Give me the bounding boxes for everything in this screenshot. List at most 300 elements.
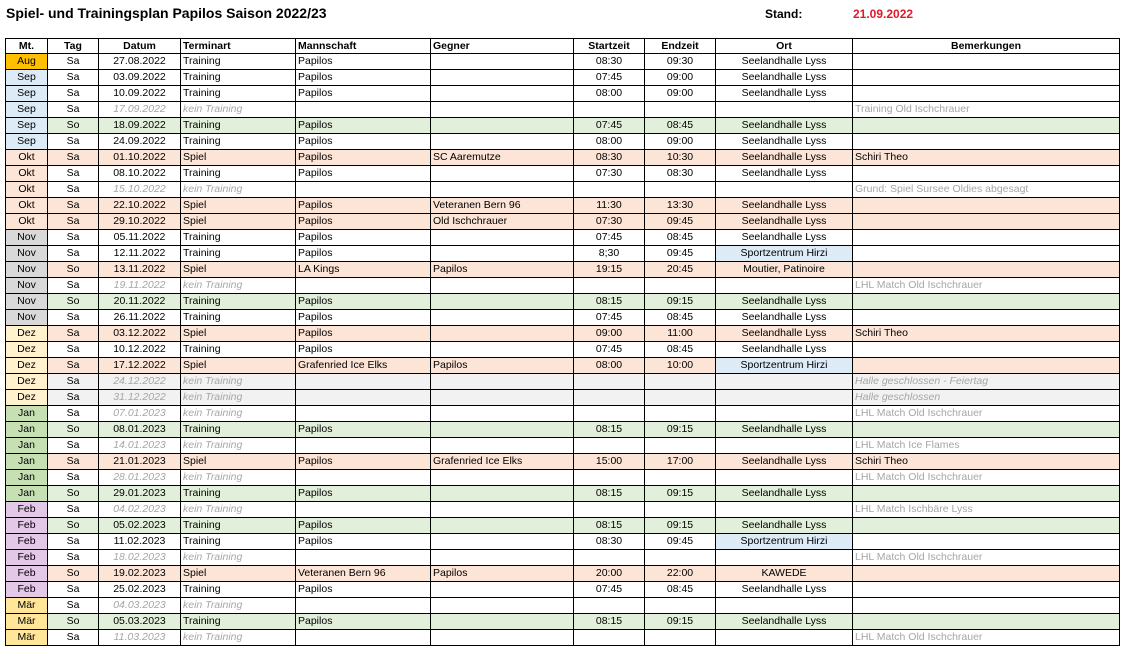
date-cell[interactable]: 28.01.2023: [99, 470, 181, 486]
day-cell[interactable]: So: [48, 422, 99, 438]
team-cell[interactable]: [296, 182, 431, 198]
location-cell[interactable]: Sportzentrum Hirzi: [716, 534, 853, 550]
remarks-cell[interactable]: [853, 614, 1120, 630]
remarks-cell[interactable]: [853, 342, 1120, 358]
table-row[interactable]: [6, 566, 1120, 582]
end-time-cell[interactable]: 09:00: [645, 86, 716, 102]
event-type-cell[interactable]: Spiel: [181, 214, 296, 230]
start-time-cell[interactable]: 08:00: [574, 358, 645, 374]
event-type-cell[interactable]: Training: [181, 582, 296, 598]
event-type-cell[interactable]: Training: [181, 342, 296, 358]
start-time-cell[interactable]: 11:30: [574, 198, 645, 214]
team-cell[interactable]: Papilos: [296, 326, 431, 342]
end-time-cell[interactable]: 08:30: [645, 166, 716, 182]
date-cell[interactable]: 10.12.2022: [99, 342, 181, 358]
start-time-cell[interactable]: 07:45: [574, 342, 645, 358]
end-time-cell[interactable]: 08:45: [645, 310, 716, 326]
table-row[interactable]: [6, 102, 1120, 118]
start-time-cell[interactable]: [574, 630, 645, 646]
opponent-cell[interactable]: [431, 470, 574, 486]
day-cell[interactable]: Sa: [48, 166, 99, 182]
date-cell[interactable]: 03.09.2022: [99, 70, 181, 86]
remarks-cell[interactable]: LHL Match Old Ischchrauer: [853, 630, 1120, 646]
remarks-cell[interactable]: [853, 246, 1120, 262]
date-cell[interactable]: 05.11.2022: [99, 230, 181, 246]
day-cell[interactable]: Sa: [48, 214, 99, 230]
remarks-cell[interactable]: [853, 486, 1120, 502]
end-time-cell[interactable]: [645, 374, 716, 390]
date-cell[interactable]: 07.01.2023: [99, 406, 181, 422]
end-time-cell[interactable]: 17:00: [645, 454, 716, 470]
location-cell[interactable]: Seelandhalle Lyss: [716, 486, 853, 502]
opponent-cell[interactable]: Grafenried Ice Elks: [431, 454, 574, 470]
end-time-cell[interactable]: [645, 182, 716, 198]
start-time-cell[interactable]: 8;30: [574, 246, 645, 262]
opponent-cell[interactable]: [431, 134, 574, 150]
month-cell[interactable]: Jan: [6, 422, 48, 438]
date-cell[interactable]: 27.08.2022: [99, 54, 181, 70]
day-cell[interactable]: Sa: [48, 550, 99, 566]
table-row[interactable]: [6, 326, 1120, 342]
month-cell[interactable]: Mär: [6, 630, 48, 646]
team-cell[interactable]: Papilos: [296, 342, 431, 358]
end-time-cell[interactable]: [645, 630, 716, 646]
start-time-cell[interactable]: [574, 502, 645, 518]
remarks-cell[interactable]: [853, 358, 1120, 374]
table-row[interactable]: [6, 310, 1120, 326]
month-cell[interactable]: Nov: [6, 294, 48, 310]
start-time-cell[interactable]: 08:15: [574, 518, 645, 534]
location-cell[interactable]: [716, 630, 853, 646]
start-time-cell[interactable]: 09:00: [574, 326, 645, 342]
event-type-cell[interactable]: kein Training: [181, 406, 296, 422]
opponent-cell[interactable]: [431, 230, 574, 246]
month-cell[interactable]: Okt: [6, 166, 48, 182]
day-cell[interactable]: Sa: [48, 134, 99, 150]
remarks-cell[interactable]: [853, 230, 1120, 246]
start-time-cell[interactable]: 08:00: [574, 134, 645, 150]
team-cell[interactable]: Papilos: [296, 582, 431, 598]
end-time-cell[interactable]: 10:00: [645, 358, 716, 374]
event-type-cell[interactable]: kein Training: [181, 182, 296, 198]
event-type-cell[interactable]: Spiel: [181, 358, 296, 374]
team-cell[interactable]: Papilos: [296, 134, 431, 150]
team-cell[interactable]: Papilos: [296, 198, 431, 214]
event-type-cell[interactable]: kein Training: [181, 470, 296, 486]
remarks-cell[interactable]: LHL Match Old Ischchrauer: [853, 406, 1120, 422]
table-row[interactable]: [6, 166, 1120, 182]
start-time-cell[interactable]: 07:45: [574, 70, 645, 86]
remarks-cell[interactable]: LHL Match Old Ischchrauer: [853, 470, 1120, 486]
end-time-cell[interactable]: 08:45: [645, 118, 716, 134]
event-type-cell[interactable]: Spiel: [181, 198, 296, 214]
month-cell[interactable]: Feb: [6, 550, 48, 566]
location-cell[interactable]: [716, 102, 853, 118]
opponent-cell[interactable]: [431, 102, 574, 118]
day-cell[interactable]: Sa: [48, 454, 99, 470]
date-cell[interactable]: 18.02.2023: [99, 550, 181, 566]
end-time-cell[interactable]: [645, 438, 716, 454]
date-cell[interactable]: 14.01.2023: [99, 438, 181, 454]
day-cell[interactable]: Sa: [48, 198, 99, 214]
team-cell[interactable]: [296, 502, 431, 518]
month-cell[interactable]: Jan: [6, 470, 48, 486]
location-cell[interactable]: Seelandhalle Lyss: [716, 614, 853, 630]
table-row[interactable]: [6, 358, 1120, 374]
event-type-cell[interactable]: kein Training: [181, 278, 296, 294]
date-cell[interactable]: 21.01.2023: [99, 454, 181, 470]
day-cell[interactable]: Sa: [48, 230, 99, 246]
date-cell[interactable]: 04.03.2023: [99, 598, 181, 614]
opponent-cell[interactable]: [431, 326, 574, 342]
table-row[interactable]: [6, 614, 1120, 630]
event-type-cell[interactable]: Training: [181, 422, 296, 438]
start-time-cell[interactable]: [574, 598, 645, 614]
team-cell[interactable]: Papilos: [296, 422, 431, 438]
start-time-cell[interactable]: [574, 182, 645, 198]
end-time-cell[interactable]: 11:00: [645, 326, 716, 342]
location-cell[interactable]: [716, 278, 853, 294]
table-row[interactable]: [6, 150, 1120, 166]
opponent-cell[interactable]: [431, 550, 574, 566]
month-cell[interactable]: Dez: [6, 326, 48, 342]
opponent-cell[interactable]: [431, 518, 574, 534]
event-type-cell[interactable]: Training: [181, 246, 296, 262]
start-time-cell[interactable]: 08:30: [574, 150, 645, 166]
remarks-cell[interactable]: Grund: Spiel Sursee Oldies abgesagt: [853, 182, 1120, 198]
location-cell[interactable]: Seelandhalle Lyss: [716, 582, 853, 598]
day-cell[interactable]: So: [48, 118, 99, 134]
opponent-cell[interactable]: [431, 390, 574, 406]
table-row[interactable]: [6, 390, 1120, 406]
opponent-cell[interactable]: [431, 406, 574, 422]
start-time-cell[interactable]: 19:15: [574, 262, 645, 278]
start-time-cell[interactable]: [574, 278, 645, 294]
date-cell[interactable]: 17.12.2022: [99, 358, 181, 374]
end-time-cell[interactable]: [645, 598, 716, 614]
table-row[interactable]: [6, 534, 1120, 550]
month-cell[interactable]: Jan: [6, 406, 48, 422]
date-cell[interactable]: 19.02.2023: [99, 566, 181, 582]
month-cell[interactable]: Dez: [6, 374, 48, 390]
location-cell[interactable]: Seelandhalle Lyss: [716, 518, 853, 534]
table-row[interactable]: [6, 502, 1120, 518]
table-row[interactable]: [6, 246, 1120, 262]
event-type-cell[interactable]: Training: [181, 534, 296, 550]
event-type-cell[interactable]: Training: [181, 294, 296, 310]
day-cell[interactable]: Sa: [48, 278, 99, 294]
table-row[interactable]: [6, 278, 1120, 294]
table-row[interactable]: [6, 214, 1120, 230]
start-time-cell[interactable]: 08:15: [574, 294, 645, 310]
day-cell[interactable]: Sa: [48, 326, 99, 342]
event-type-cell[interactable]: Training: [181, 54, 296, 70]
start-time-cell[interactable]: [574, 390, 645, 406]
table-row[interactable]: [6, 54, 1120, 70]
table-row[interactable]: [6, 262, 1120, 278]
end-time-cell[interactable]: 09:15: [645, 422, 716, 438]
day-cell[interactable]: Sa: [48, 182, 99, 198]
month-cell[interactable]: Feb: [6, 502, 48, 518]
location-cell[interactable]: [716, 390, 853, 406]
remarks-cell[interactable]: [853, 566, 1120, 582]
end-time-cell[interactable]: 09:15: [645, 486, 716, 502]
location-cell[interactable]: [716, 406, 853, 422]
month-cell[interactable]: Feb: [6, 534, 48, 550]
date-cell[interactable]: 11.03.2023: [99, 630, 181, 646]
end-time-cell[interactable]: 20:45: [645, 262, 716, 278]
event-type-cell[interactable]: Spiel: [181, 150, 296, 166]
day-cell[interactable]: So: [48, 486, 99, 502]
location-cell[interactable]: [716, 182, 853, 198]
date-cell[interactable]: 04.02.2023: [99, 502, 181, 518]
start-time-cell[interactable]: 08:00: [574, 86, 645, 102]
team-cell[interactable]: [296, 550, 431, 566]
start-time-cell[interactable]: 07:30: [574, 214, 645, 230]
opponent-cell[interactable]: [431, 630, 574, 646]
date-cell[interactable]: 11.02.2023: [99, 534, 181, 550]
team-cell[interactable]: Papilos: [296, 486, 431, 502]
day-cell[interactable]: Sa: [48, 582, 99, 598]
end-time-cell[interactable]: 09:15: [645, 518, 716, 534]
start-time-cell[interactable]: [574, 374, 645, 390]
event-type-cell[interactable]: Training: [181, 134, 296, 150]
opponent-cell[interactable]: [431, 166, 574, 182]
location-cell[interactable]: Seelandhalle Lyss: [716, 422, 853, 438]
start-time-cell[interactable]: 07:45: [574, 118, 645, 134]
date-cell[interactable]: 03.12.2022: [99, 326, 181, 342]
end-time-cell[interactable]: 09:45: [645, 214, 716, 230]
date-cell[interactable]: 24.12.2022: [99, 374, 181, 390]
day-cell[interactable]: Sa: [48, 86, 99, 102]
day-cell[interactable]: Sa: [48, 470, 99, 486]
end-time-cell[interactable]: 08:45: [645, 230, 716, 246]
date-cell[interactable]: 29.01.2023: [99, 486, 181, 502]
remarks-cell[interactable]: [853, 310, 1120, 326]
date-cell[interactable]: 29.10.2022: [99, 214, 181, 230]
location-cell[interactable]: [716, 598, 853, 614]
month-cell[interactable]: Feb: [6, 518, 48, 534]
event-type-cell[interactable]: Training: [181, 166, 296, 182]
date-cell[interactable]: 26.11.2022: [99, 310, 181, 326]
table-row[interactable]: [6, 230, 1120, 246]
location-cell[interactable]: KAWEDE: [716, 566, 853, 582]
opponent-cell[interactable]: [431, 246, 574, 262]
opponent-cell[interactable]: [431, 438, 574, 454]
month-cell[interactable]: Feb: [6, 582, 48, 598]
location-cell[interactable]: Seelandhalle Lyss: [716, 214, 853, 230]
event-type-cell[interactable]: kein Training: [181, 550, 296, 566]
month-cell[interactable]: Sep: [6, 102, 48, 118]
end-time-cell[interactable]: [645, 550, 716, 566]
location-cell[interactable]: Seelandhalle Lyss: [716, 230, 853, 246]
day-cell[interactable]: So: [48, 614, 99, 630]
table-row[interactable]: [6, 374, 1120, 390]
opponent-cell[interactable]: [431, 614, 574, 630]
day-cell[interactable]: So: [48, 566, 99, 582]
remarks-cell[interactable]: LHL Match Ice Flames: [853, 438, 1120, 454]
remarks-cell[interactable]: Halle geschlossen: [853, 390, 1120, 406]
end-time-cell[interactable]: 09:45: [645, 246, 716, 262]
date-cell[interactable]: 22.10.2022: [99, 198, 181, 214]
table-row[interactable]: [6, 518, 1120, 534]
start-time-cell[interactable]: [574, 102, 645, 118]
team-cell[interactable]: Veteranen Bern 96: [296, 566, 431, 582]
team-cell[interactable]: Papilos: [296, 518, 431, 534]
table-row[interactable]: [6, 118, 1120, 134]
event-type-cell[interactable]: Spiel: [181, 454, 296, 470]
end-time-cell[interactable]: 09:00: [645, 134, 716, 150]
team-cell[interactable]: Papilos: [296, 534, 431, 550]
event-type-cell[interactable]: Spiel: [181, 262, 296, 278]
team-cell[interactable]: Papilos: [296, 454, 431, 470]
opponent-cell[interactable]: [431, 374, 574, 390]
day-cell[interactable]: Sa: [48, 342, 99, 358]
day-cell[interactable]: Sa: [48, 310, 99, 326]
day-cell[interactable]: Sa: [48, 630, 99, 646]
opponent-cell[interactable]: Papilos: [431, 358, 574, 374]
location-cell[interactable]: [716, 438, 853, 454]
day-cell[interactable]: Sa: [48, 102, 99, 118]
month-cell[interactable]: Sep: [6, 118, 48, 134]
location-cell[interactable]: Sportzentrum Hirzi: [716, 246, 853, 262]
opponent-cell[interactable]: Veteranen Bern 96: [431, 198, 574, 214]
start-time-cell[interactable]: 08:30: [574, 54, 645, 70]
day-cell[interactable]: Sa: [48, 406, 99, 422]
date-cell[interactable]: 08.10.2022: [99, 166, 181, 182]
month-cell[interactable]: Nov: [6, 262, 48, 278]
event-type-cell[interactable]: Training: [181, 70, 296, 86]
month-cell[interactable]: Okt: [6, 150, 48, 166]
remarks-cell[interactable]: [853, 134, 1120, 150]
end-time-cell[interactable]: 09:30: [645, 54, 716, 70]
day-cell[interactable]: Sa: [48, 534, 99, 550]
month-cell[interactable]: Okt: [6, 198, 48, 214]
event-type-cell[interactable]: Training: [181, 86, 296, 102]
table-row[interactable]: [6, 486, 1120, 502]
remarks-cell[interactable]: LHL Match Old Ischchrauer: [853, 278, 1120, 294]
end-time-cell[interactable]: 09:15: [645, 614, 716, 630]
day-cell[interactable]: Sa: [48, 598, 99, 614]
end-time-cell[interactable]: 09:15: [645, 294, 716, 310]
day-cell[interactable]: So: [48, 262, 99, 278]
month-cell[interactable]: Mär: [6, 598, 48, 614]
table-row[interactable]: [6, 294, 1120, 310]
table-row[interactable]: [6, 630, 1120, 646]
start-time-cell[interactable]: [574, 406, 645, 422]
day-cell[interactable]: Sa: [48, 358, 99, 374]
date-cell[interactable]: 05.03.2023: [99, 614, 181, 630]
remarks-cell[interactable]: Schiri Theo: [853, 150, 1120, 166]
team-cell[interactable]: Papilos: [296, 246, 431, 262]
location-cell[interactable]: Seelandhalle Lyss: [716, 150, 853, 166]
month-cell[interactable]: Sep: [6, 86, 48, 102]
team-cell[interactable]: [296, 102, 431, 118]
start-time-cell[interactable]: 08:30: [574, 534, 645, 550]
team-cell[interactable]: Papilos: [296, 230, 431, 246]
event-type-cell[interactable]: kein Training: [181, 390, 296, 406]
table-row[interactable]: [6, 598, 1120, 614]
team-cell[interactable]: Papilos: [296, 166, 431, 182]
month-cell[interactable]: Dez: [6, 390, 48, 406]
month-cell[interactable]: Nov: [6, 278, 48, 294]
team-cell[interactable]: Papilos: [296, 54, 431, 70]
event-type-cell[interactable]: Training: [181, 310, 296, 326]
team-cell[interactable]: [296, 406, 431, 422]
remarks-cell[interactable]: Schiri Theo: [853, 326, 1120, 342]
team-cell[interactable]: [296, 470, 431, 486]
event-type-cell[interactable]: kein Training: [181, 438, 296, 454]
team-cell[interactable]: Papilos: [296, 310, 431, 326]
remarks-cell[interactable]: [853, 54, 1120, 70]
location-cell[interactable]: Seelandhalle Lyss: [716, 198, 853, 214]
team-cell[interactable]: Papilos: [296, 118, 431, 134]
opponent-cell[interactable]: [431, 534, 574, 550]
end-time-cell[interactable]: 10:30: [645, 150, 716, 166]
event-type-cell[interactable]: Training: [181, 518, 296, 534]
table-row[interactable]: [6, 342, 1120, 358]
location-cell[interactable]: Seelandhalle Lyss: [716, 134, 853, 150]
table-row[interactable]: [6, 438, 1120, 454]
end-time-cell[interactable]: [645, 470, 716, 486]
opponent-cell[interactable]: [431, 502, 574, 518]
day-cell[interactable]: Sa: [48, 390, 99, 406]
end-time-cell[interactable]: 08:45: [645, 342, 716, 358]
month-cell[interactable]: Dez: [6, 358, 48, 374]
opponent-cell[interactable]: [431, 278, 574, 294]
start-time-cell[interactable]: 07:30: [574, 166, 645, 182]
location-cell[interactable]: [716, 550, 853, 566]
remarks-cell[interactable]: [853, 166, 1120, 182]
event-type-cell[interactable]: kein Training: [181, 102, 296, 118]
start-time-cell[interactable]: 15:00: [574, 454, 645, 470]
start-time-cell[interactable]: 07:45: [574, 310, 645, 326]
date-cell[interactable]: 15.10.2022: [99, 182, 181, 198]
event-type-cell[interactable]: kein Training: [181, 374, 296, 390]
date-cell[interactable]: 31.12.2022: [99, 390, 181, 406]
start-time-cell[interactable]: [574, 550, 645, 566]
start-time-cell[interactable]: 07:45: [574, 230, 645, 246]
location-cell[interactable]: Moutier, Patinoire: [716, 262, 853, 278]
team-cell[interactable]: [296, 374, 431, 390]
remarks-cell[interactable]: [853, 534, 1120, 550]
day-cell[interactable]: Sa: [48, 502, 99, 518]
team-cell[interactable]: Papilos: [296, 294, 431, 310]
day-cell[interactable]: So: [48, 294, 99, 310]
date-cell[interactable]: 08.01.2023: [99, 422, 181, 438]
day-cell[interactable]: Sa: [48, 374, 99, 390]
remarks-cell[interactable]: [853, 198, 1120, 214]
location-cell[interactable]: [716, 374, 853, 390]
end-time-cell[interactable]: [645, 278, 716, 294]
start-time-cell[interactable]: [574, 438, 645, 454]
month-cell[interactable]: Nov: [6, 246, 48, 262]
remarks-cell[interactable]: [853, 294, 1120, 310]
end-time-cell[interactable]: 13:30: [645, 198, 716, 214]
remarks-cell[interactable]: Schiri Theo: [853, 454, 1120, 470]
month-cell[interactable]: Okt: [6, 182, 48, 198]
month-cell[interactable]: Jan: [6, 454, 48, 470]
table-row[interactable]: [6, 582, 1120, 598]
end-time-cell[interactable]: [645, 502, 716, 518]
remarks-cell[interactable]: [853, 214, 1120, 230]
month-cell[interactable]: Jan: [6, 438, 48, 454]
date-cell[interactable]: 12.11.2022: [99, 246, 181, 262]
remarks-cell[interactable]: LHL Match Old Ischchrauer: [853, 550, 1120, 566]
date-cell[interactable]: 17.09.2022: [99, 102, 181, 118]
opponent-cell[interactable]: [431, 70, 574, 86]
location-cell[interactable]: Seelandhalle Lyss: [716, 86, 853, 102]
